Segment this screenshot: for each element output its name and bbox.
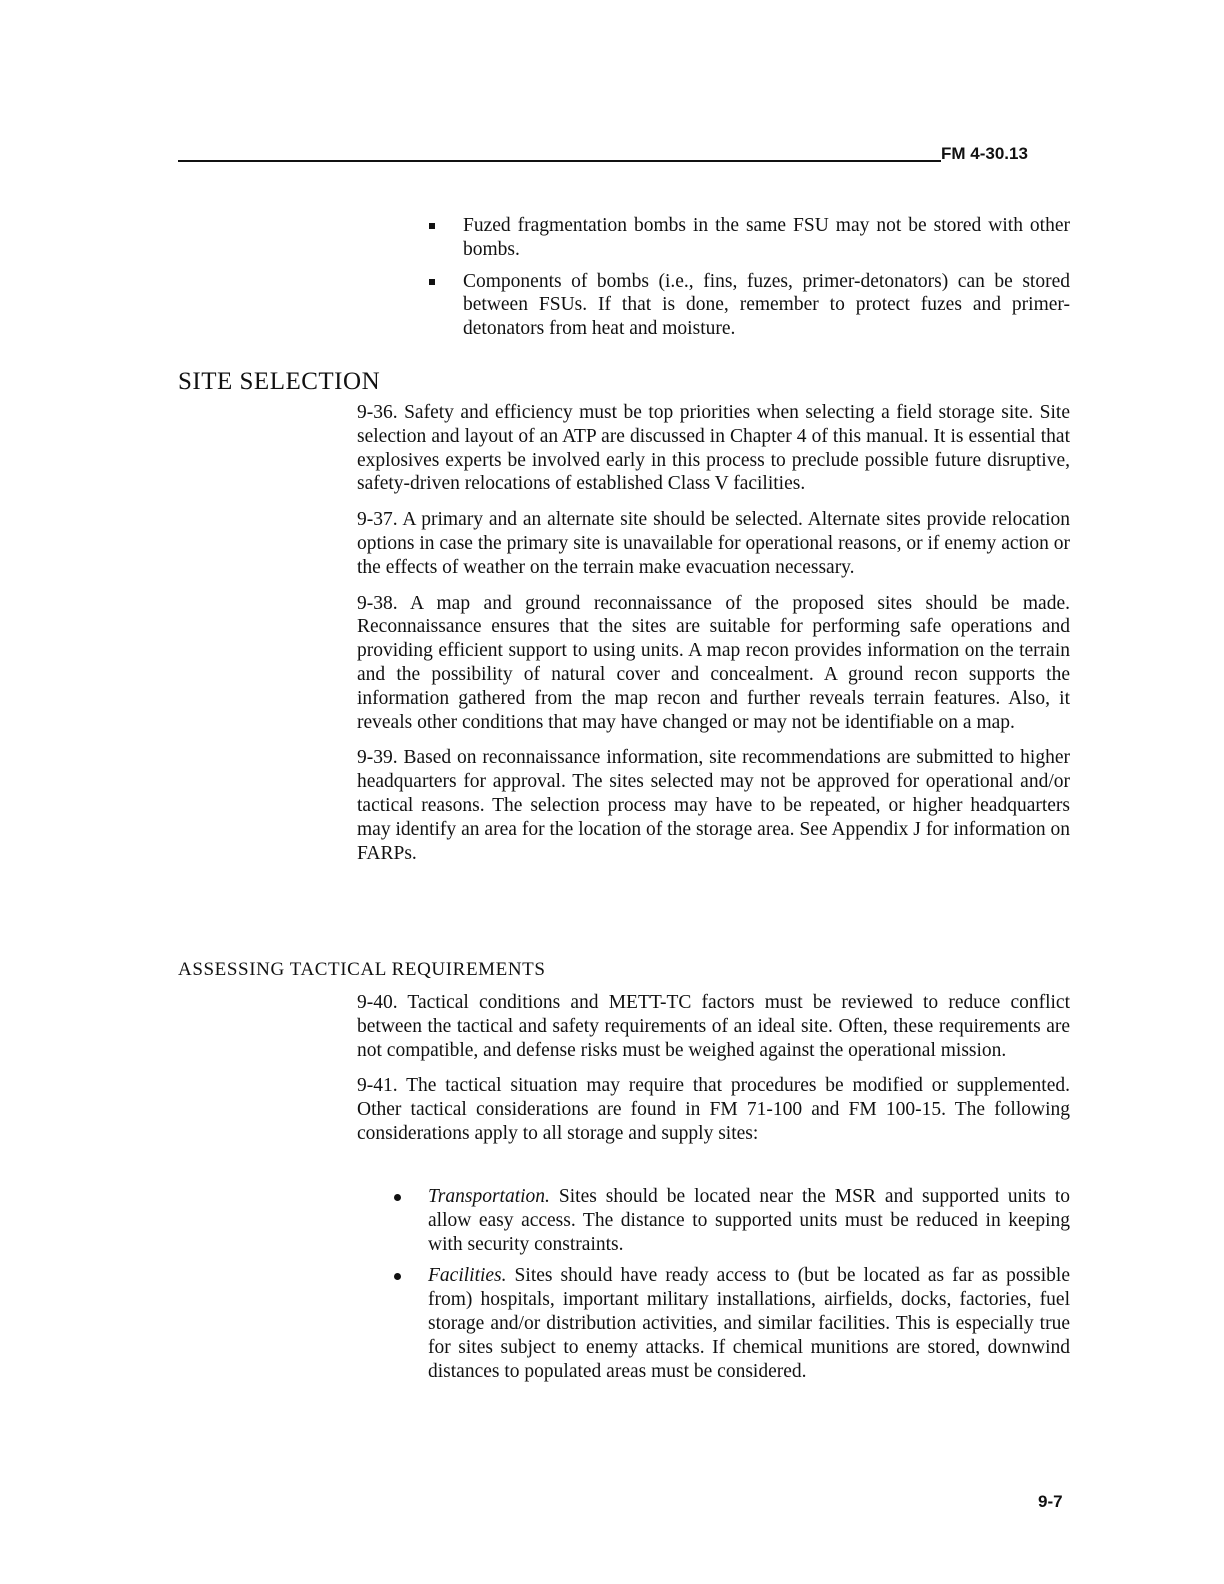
bomb-storage-bullet-list xyxy=(428,214,1070,349)
paragraph-9-37: 9-37. A primary and an alternate site should be selected. Alternate sites provide relocation options in case the primary site is unavailable for operational reasons, or if enemy action or the effects of weather on the terrain make evacuation necessary. xyxy=(357,509,1070,578)
paragraph-9-39: 9-39. Based on reconnaissance information, site recommendations are submitted to higher headquarters for approval. The sites selected may not be approved for operational and/or tactical reasons. The selection process may have to be repeated, or higher headquarters may identify an area for the location of the storage area. See Appendix J for information on FARPs. xyxy=(357,747,1070,864)
document-id: FM 4-30.13 xyxy=(941,144,1028,163)
bullet-term: Facilities. xyxy=(428,1265,507,1287)
bullet-term: Transportation. xyxy=(428,1186,550,1207)
running-header xyxy=(178,143,1038,167)
list-item xyxy=(392,1264,1070,1383)
site-selection-body xyxy=(357,401,1070,877)
section-heading-site-selection: SITE SELECTION xyxy=(178,368,381,395)
paragraph-9-41: 9-41. The tactical situation may require that procedures be modified or supplemented. Other tactical considerations are found in FM 71-100 and FM 100-15. The following considerations apply to all storage and supply sites: xyxy=(357,1075,1070,1144)
tactical-requirements-body xyxy=(357,991,1070,1158)
list-item-text: Components of bombs (i.e., fins, fuzes, primer-detonators) can be stored between FSUs. If that is done, remember to protect fuzes and primer-detonators from heat and moisture. xyxy=(463,270,1070,340)
page-number: 9-7 xyxy=(1038,1492,1063,1511)
section-heading-assessing-tactical-requirements: ASSESSING TACTICAL REQUIREMENTS xyxy=(178,959,546,980)
paragraph-9-36: 9-36. Safety and efficiency must be top priorities when selecting a field storage site. Site selection and layout of an ATP are discussed in Chapter 4 of this manual. It is essential that explosives experts be involved early in this process to preclude possible future disruptive, safety-driven relocations of established Class V facilities. xyxy=(357,402,1070,495)
list-item xyxy=(392,1185,1070,1256)
square-bullet-icon xyxy=(429,279,435,285)
square-bullet-icon xyxy=(429,223,435,229)
round-bullet-icon xyxy=(394,1194,401,1201)
site-considerations-bullet-list xyxy=(392,1185,1070,1391)
paragraph-9-38: 9-38. A map and ground reconnaissance of the proposed sites should be made. Reconnaissance ensures that the sites are suitable for performing safe operations and providing efficient support to using units. A map recon provides information on the terrain and the possibility of natural cover and concealment. A ground recon supports the information gathered from the map recon and further reveals terrain features. Also, it reveals other conditions that may have changed or may not be identifiable on a map. xyxy=(357,592,1070,733)
list-item xyxy=(428,214,1070,262)
list-item-text: Fuzed fragmentation bombs in the same FSU may not be stored with other bombs. xyxy=(463,215,1070,260)
bullet-text: Sites should be located near the MSR and supported units to allow easy access. The distance to supported units must be reduced in keeping with security constraints. xyxy=(428,1186,1070,1255)
list-item xyxy=(428,270,1070,341)
paragraph-9-40: 9-40. Tactical conditions and METT-TC factors must be reviewed to reduce conflict between the tactical and safety requirements of an ideal site. Often, these requirements are not compatible, and defense risks must be weighed against the operational mission. xyxy=(357,992,1070,1061)
header-rule xyxy=(178,160,941,162)
round-bullet-icon xyxy=(394,1273,401,1280)
bullet-text: Sites should have ready access to (but be located as far as possible from) hospitals, important military installations, airfields, docks, factories, fuel storage and/or distribution activities, and similar facilities. This is especially true for sites subject to enemy attacks. If chemical munitions are stored, downwind distances to populated areas must be considered. xyxy=(428,1265,1070,1382)
